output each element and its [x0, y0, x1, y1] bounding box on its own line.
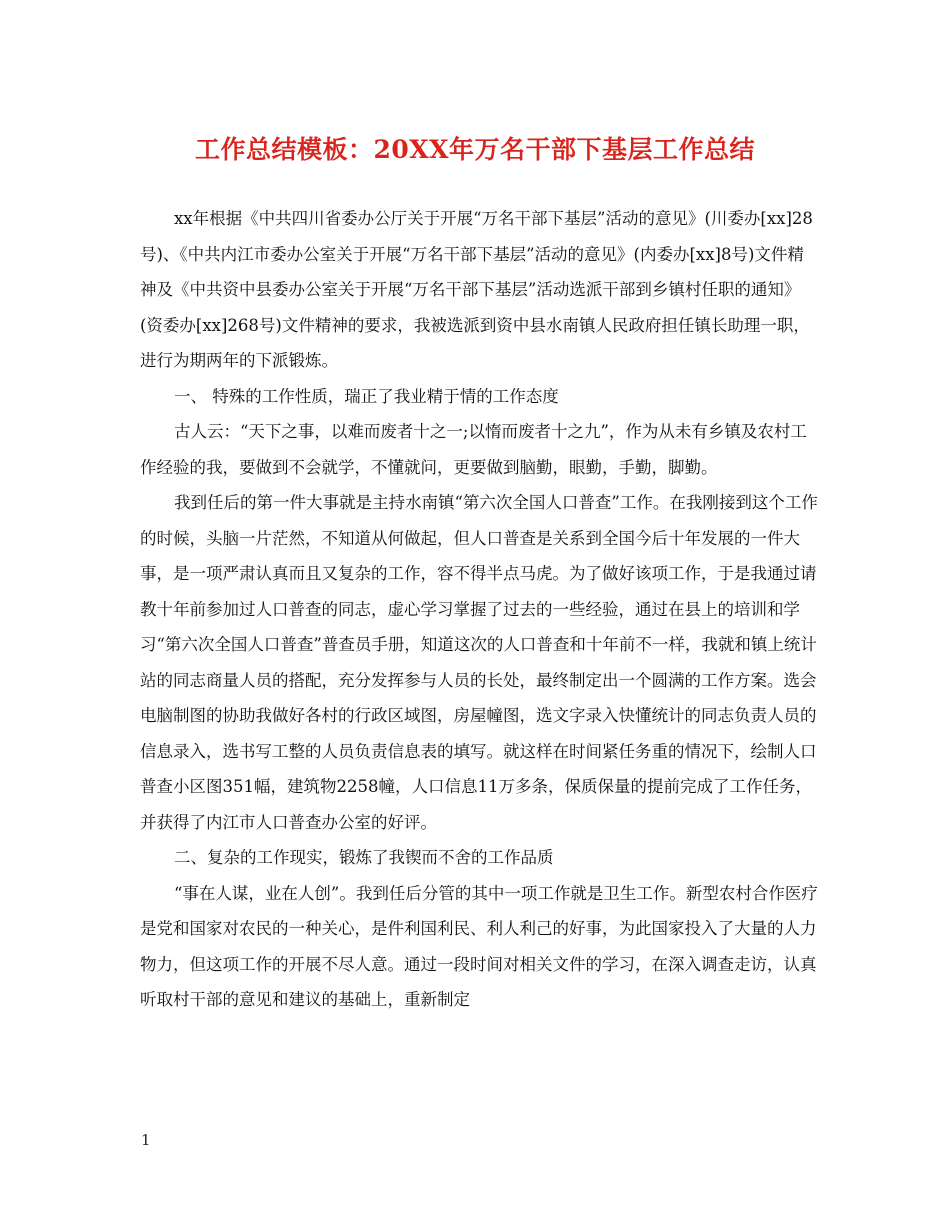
section-heading-2: 二、复杂的工作现实，锻炼了我锲而不舍的工作品质 [174, 848, 554, 867]
section-heading-1: 一、 特殊的工作性质，瑞正了我业精于情的工作态度 [174, 386, 559, 406]
paragraph-intro: xx年根据《中共四川省委办公厅关于开展“万名干部下基层”活动的意见》(川委办[xx]28号)、《中共内江市委办公室关于开展“万名干部下基层”活动的意见》(内委办[xx]8号)文件精神及《中共资中县委办公室关于开展“万名干部下基层”活动选派干部到乡镇村任职的通知》(资委办[xx]268号)文件精神的要求，我被选派到资中县水南镇人民政府担任镇长助理一职，进行为期两年的下派锻炼。 [140, 209, 813, 370]
paragraph-quote: 古人云：“天下之事，以难而废者十之一;以惰而废者十之九”，作为从未有乡镇及农村工作经验的我，要做到不会就学，不懂就问，更要做到脑勤，眼勤，手勤，脚勤。 [140, 422, 807, 477]
paragraph-census: 我到任后的第一件大事就是主持水南镇“第六次全国人口普查”工作。在我刚接到这个工作的时候，头脑一片茫然，不知道从何做起，但人口普查是关系到全国今后十年发展的一件大事，是一项严肃认真而且又复杂的工作，容不得半点马虎。为了做好该项工作，于是我通过请教十年前参加过人口普查的同志，虚心学习掌握了过去的一些经验，通过在县上的培训和学习“第六次全国人口普查”普查员手册，知道这次的人口普查和十年前不一样，我就和镇上统计站的同志商量人员的搭配，充分发挥参与人员的长处，最终制定出一个圆满的工作方案。选会电脑制图的协助我做好各村的行政区域图，房屋幢图，选文字录入快懂统计的同志负责人员的信息录入，选书写工整的人员负责信息表的填写。就这样在时间紧任务重的情况下，绘制人口普查小区图351幅，建筑物2258幢，人口信息11万多条，保质保量的提前完成了工作任务，并获得了内江市人口普查办公室的好评。 [140, 493, 818, 832]
document-title: 工作总结模板：20XX年万名干部下基层工作总结 [194, 135, 756, 164]
paragraph-health: “事在人谋，业在人创”。我到任后分管的其中一项工作就是卫生工作。新型农村合作医疗是党和国家对农民的一种关心，是件利国利民、利人利己的好事，为此国家投入了大量的人力物力，但这项工作的开展不尽人意。通过一段时间对相关文件的学习，在深入调查走访，认真听取村干部的意见和建议的基础上，重新制定 [140, 883, 818, 1009]
page-number: 1 [141, 1131, 151, 1149]
document-body [140, 201, 820, 1018]
